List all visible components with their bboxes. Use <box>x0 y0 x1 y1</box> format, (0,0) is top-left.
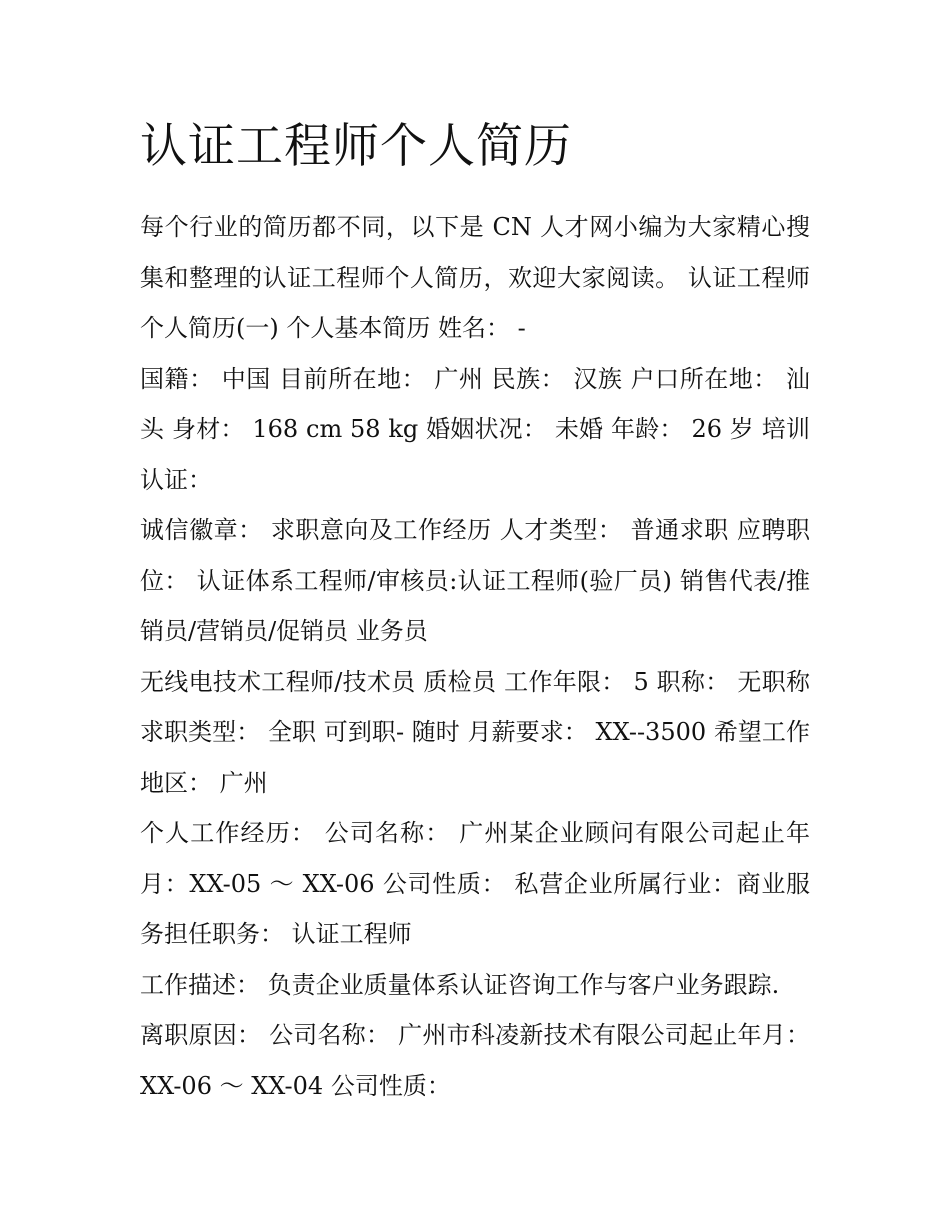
paragraph-intro: 每个行业的简历都不同，以下是 CN 人才网小编为大家精心搜集和整理的认证工程师个人简历，欢迎大家阅读。 认证工程师个人简历(一) 个人基本简历 姓名： - <box>140 213 810 342</box>
document-title: 认证工程师个人简历 <box>140 119 572 174</box>
paragraph-job-description: 工作描述： 负责企业质量体系认证咨询工作与客户业务跟踪. <box>140 970 780 999</box>
paragraph-job-intention: 诚信徽章： 求职意向及工作经历 人才类型： 普通求职 应聘职位： 认证体系工程师/审核员:认证工程师(验厂员) 销售代表/推销员/营销员/促销员 业务员 <box>140 516 810 645</box>
paragraph-basic-info: 国籍： 中国 目前所在地： 广州 民族： 汉族 户口所在地： 汕头 身材： 168 cm 58 kg 婚姻状况： 未婚 年龄： 26 岁 培训认证： <box>140 364 810 494</box>
paragraph-work-experience-2: 离职原因： 公司名称： 广州市科凌新技术有限公司起止年月：XX-06 ～ XX-04 公司性质： <box>140 1021 810 1100</box>
paragraph-work-experience-1: 个人工作经历： 公司名称： 广州某企业顾问有限公司起止年月：XX-05 ～ XX-06 公司性质： 私营企业所属行业：商业服务担任职务： 认证工程师 <box>140 819 810 948</box>
paragraph-job-details: 无线电技术工程师/技术员 质检员 工作年限： 5 职称： 无职称 求职类型： 全职 可到职- 随时 月薪要求： XX--3500 希望工作地区： 广州 <box>140 667 810 797</box>
document-page <box>140 112 810 1111</box>
